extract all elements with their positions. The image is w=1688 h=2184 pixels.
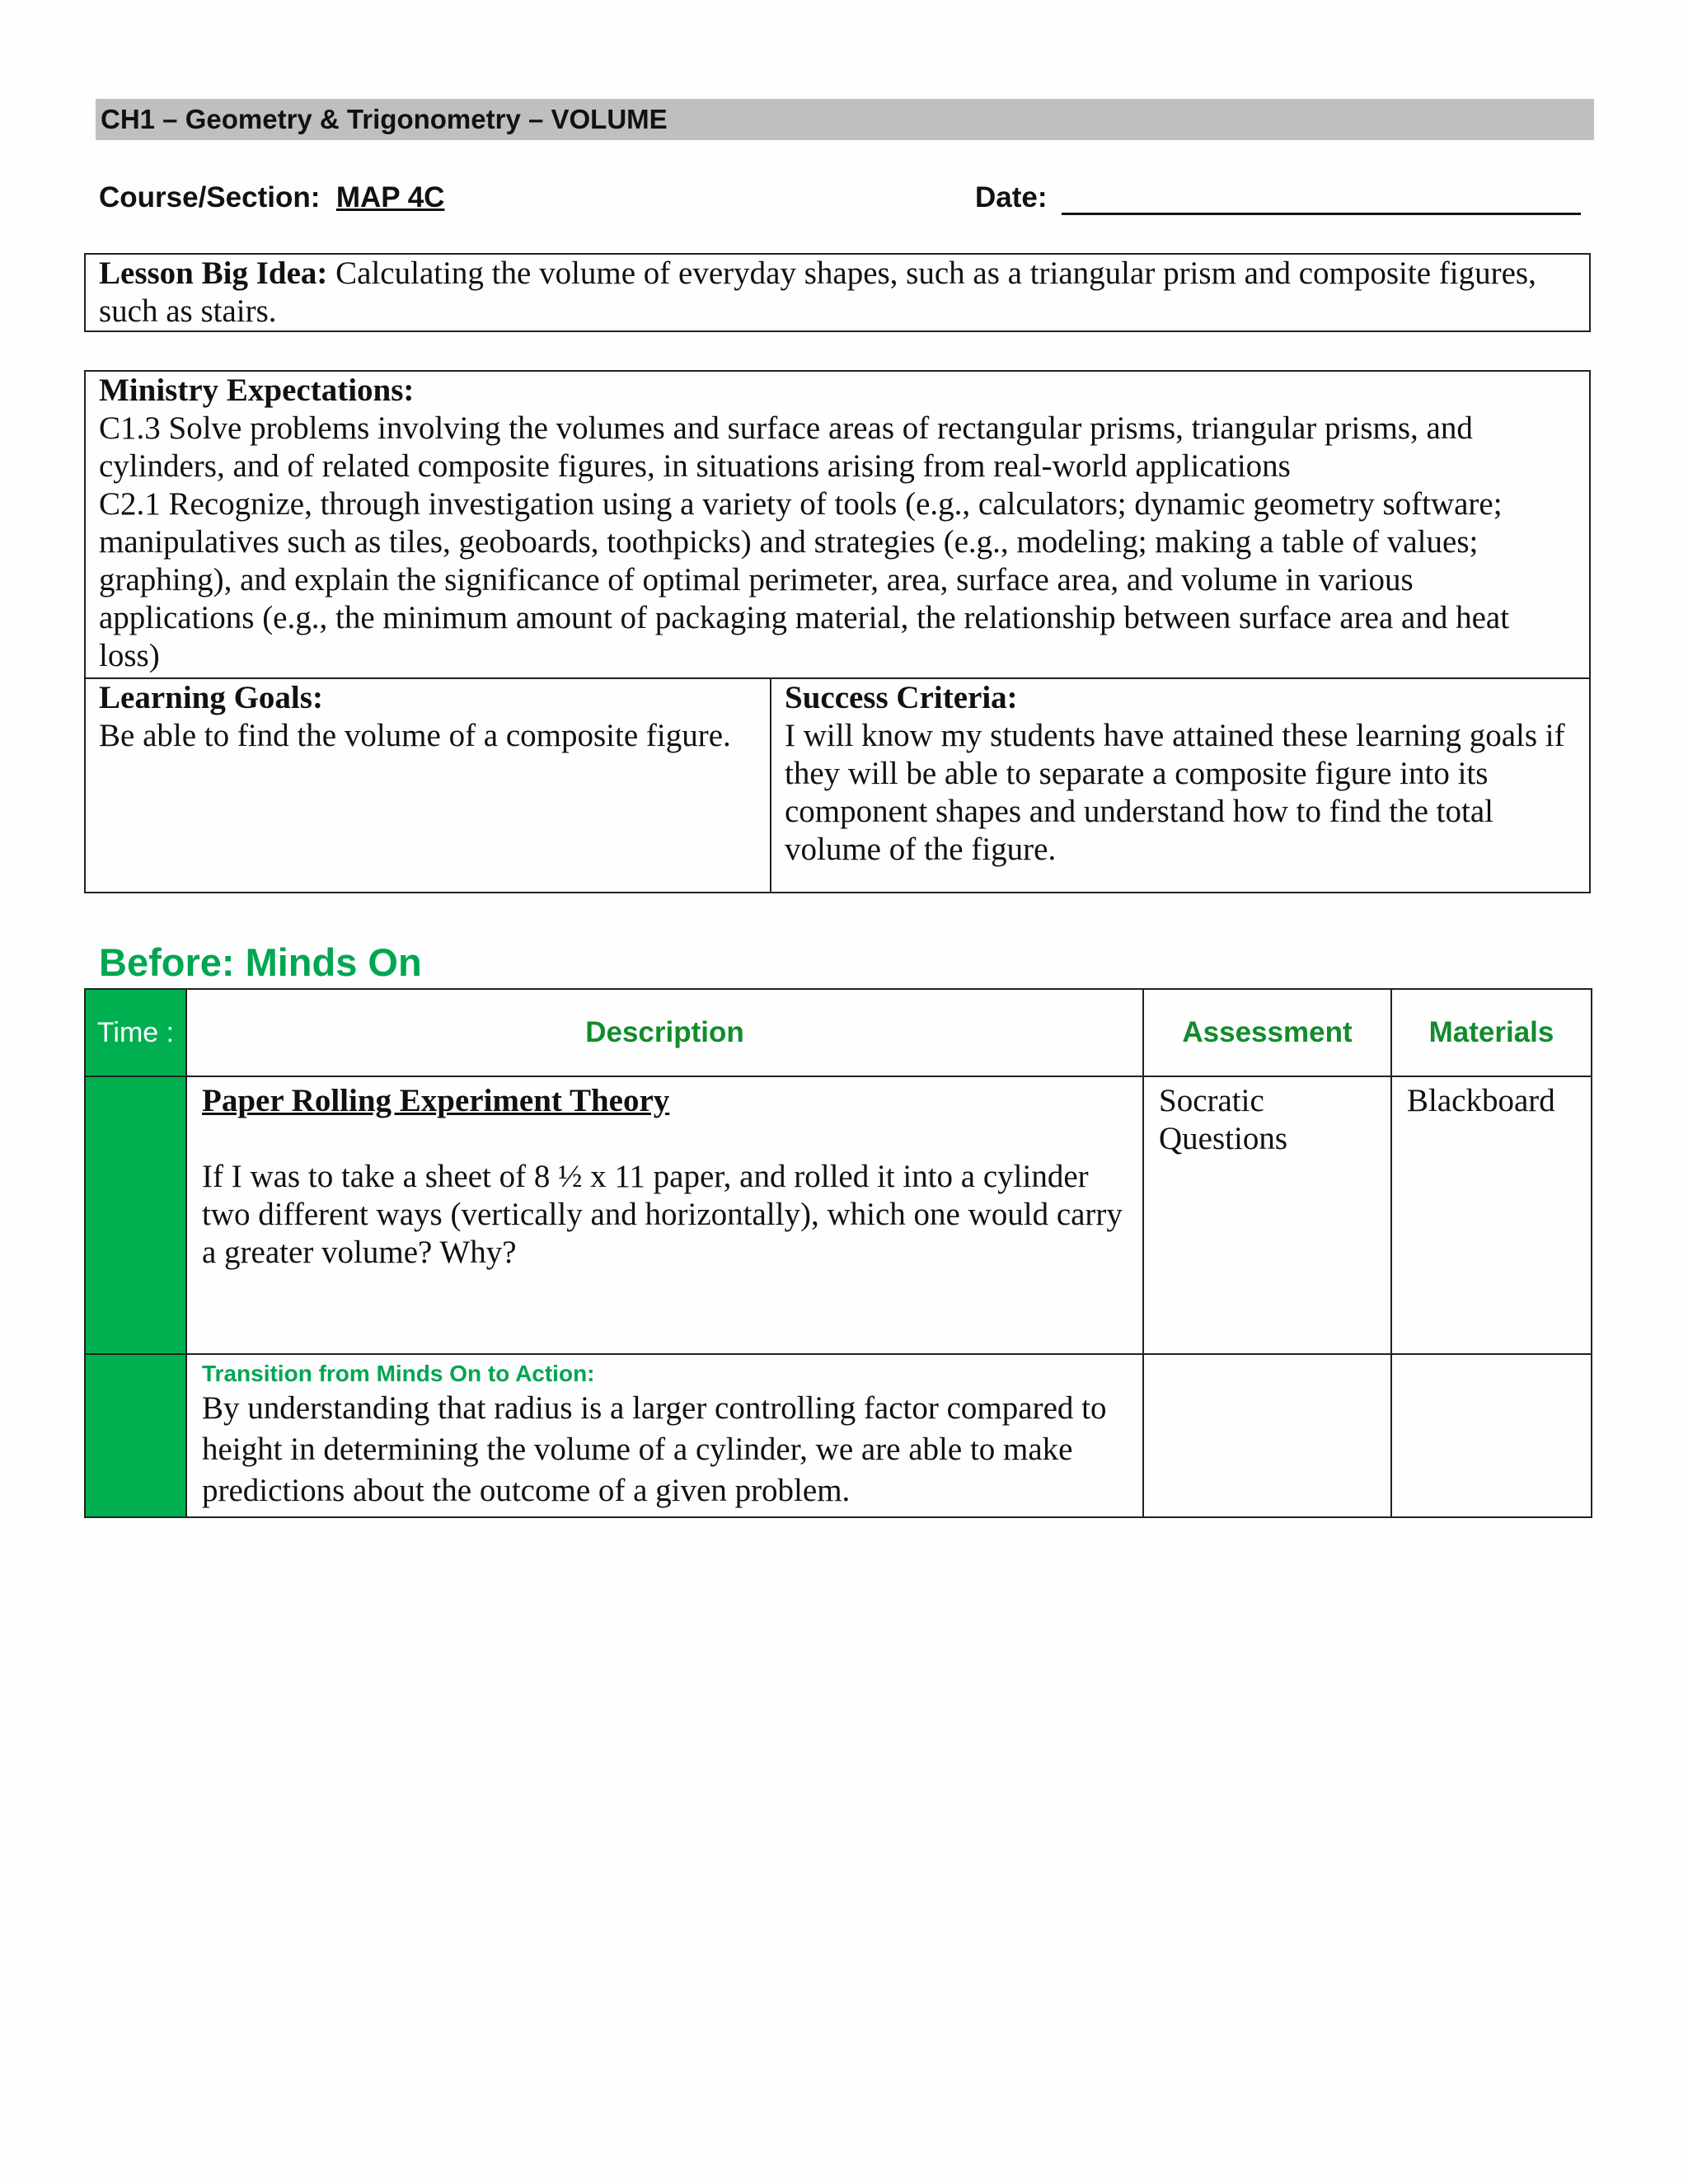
success-criteria-text: I will know my students have attained these learning goals if they will be able to separate a composite figure into its component shapes and understand how to find the total volume of the figure.	[785, 718, 1565, 867]
transition-label: Transition from Minds On to Action:	[202, 1361, 595, 1386]
time-cell	[85, 1354, 186, 1517]
time-cell	[85, 1076, 186, 1354]
ministry-label: Ministry Expectations:	[99, 373, 415, 408]
date-blank-line	[1062, 213, 1581, 215]
assessment-cell	[1143, 1076, 1391, 1354]
expectation-c21: C2.1 Recognize, through investigation using a variety of tools (e.g., calculators; dynamic geometry software; manipulatives such as tiles, geoboards, toothpicks) and strategies (e.g., modeling; making a table of values; graphing), and explain the significance of optimal perimeter, area, surface area, and volume in various applications (e.g., the minimum amount of packaging material, the relationship between surface area and heat loss)	[99, 486, 1510, 673]
assessment-text	[1144, 1355, 1390, 1365]
assessment-header: Assessment	[1143, 989, 1391, 1076]
course-value: MAP 4C	[335, 181, 445, 213]
learning-goals-cell	[86, 679, 771, 892]
transition-body: By understanding that radius is a larger controlling factor compared to height in determining the volume of a cylinder, we are able to make predictions about the outcome of a given problem.	[202, 1390, 1107, 1508]
expectation-c13: C1.3 Solve problems involving the volumes and surface areas of rectangular prisms, triangular prisms, and cylinders, and of related composite figures, in situations arising from real-world applications	[99, 410, 1473, 484]
description-cell	[186, 1076, 1143, 1354]
learning-goals-text: Be able to find the volume of a composite figure.	[99, 718, 731, 753]
materials-cell	[1391, 1354, 1592, 1517]
success-criteria-cell	[771, 679, 1589, 892]
description-header: Description	[186, 989, 1143, 1076]
course-section	[99, 181, 444, 214]
assessment-cell	[1143, 1354, 1391, 1517]
course-label: Course/Section:	[99, 181, 336, 213]
learning-goals-label: Learning Goals:	[99, 680, 323, 715]
time-header: Time :	[85, 989, 186, 1076]
assessment-text: Socratic Questions	[1159, 1083, 1287, 1156]
activity-body: If I was to take a sheet of 8 ½ x 11 paper, and rolled it into a cylinder two different ways (vertically and horizontally), which one would carry a greater volume? Why?	[202, 1159, 1123, 1270]
activity-title: Paper Rolling Experiment Theory	[202, 1083, 670, 1118]
lesson-table	[84, 988, 1592, 1518]
materials-header: Materials	[1391, 989, 1592, 1076]
big-idea-text: Calculating the volume of everyday shapes, such as a triangular prism and composite figures, such as stairs.	[99, 255, 1536, 329]
materials-cell	[1391, 1076, 1592, 1354]
table-header-row	[85, 989, 1592, 1076]
materials-text: Blackboard	[1407, 1083, 1555, 1118]
section-title: Before: Minds On	[99, 940, 422, 984]
table-row	[85, 1354, 1592, 1517]
description-cell	[186, 1354, 1143, 1517]
course-line	[99, 181, 1582, 223]
table-row	[85, 1076, 1592, 1354]
chapter-header: CH1 – Geometry & Trigonometry – VOLUME	[96, 99, 1594, 140]
big-idea-box	[84, 253, 1591, 332]
date-label: Date:	[975, 181, 1048, 213]
big-idea-label: Lesson Big Idea:	[99, 255, 328, 291]
goals-row	[84, 677, 1591, 893]
success-criteria-label: Success Criteria:	[785, 680, 1018, 715]
materials-text	[1392, 1355, 1591, 1365]
ministry-expectations-box	[84, 370, 1591, 678]
